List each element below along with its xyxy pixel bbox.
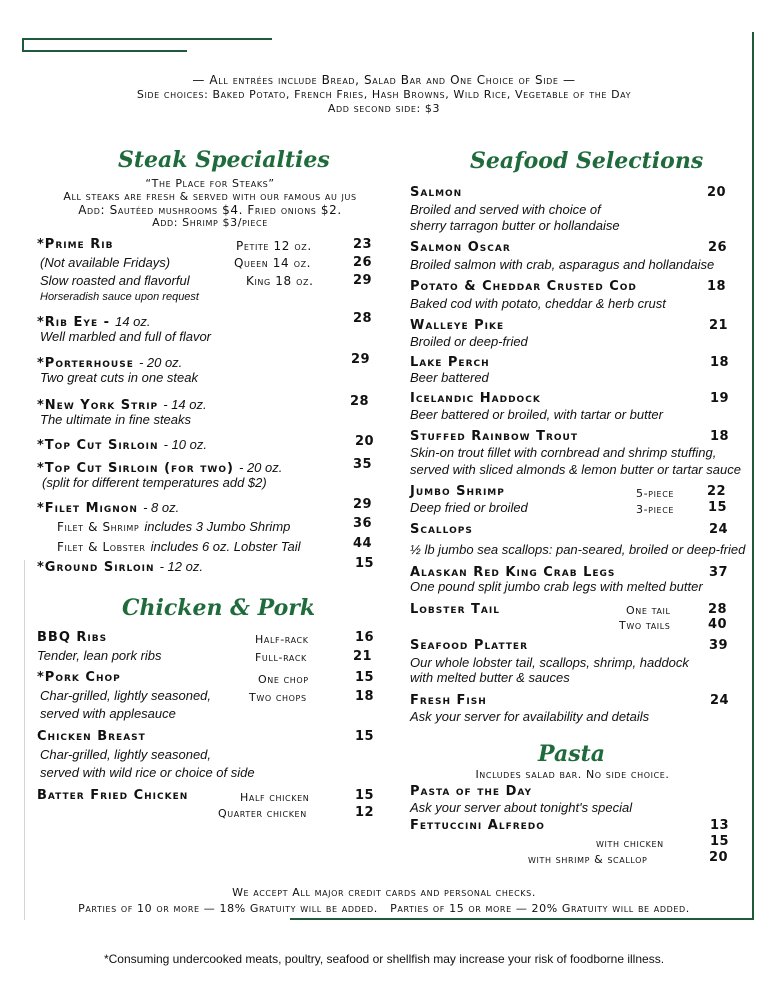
seafood-salmon-desc-2: sherry tarragon butter or hollandaise (410, 218, 620, 233)
top-sirloin-two-name: *Top Cut Sirloin (for two) (37, 461, 234, 476)
fettuccini-shrimp-price: 20 (709, 850, 729, 865)
porterhouse-desc: Two great cuts in one steak (40, 370, 199, 385)
batter-quarter-label: Quarter chicken (218, 807, 307, 820)
pasta-day-name: Pasta of the Day (410, 784, 532, 799)
top-sirloin-line (37, 434, 207, 453)
pork-chop-desc-2: served with applesauce (40, 706, 176, 721)
prime-rib-desc-2: Slow roasted and flavorful (40, 273, 190, 288)
top-sirloin-price: 20 (355, 434, 375, 449)
jumbo-3-label: 3-piece (636, 503, 675, 516)
scallops-name: Scallops (410, 522, 473, 537)
chicken-breast-name: Chicken Breast (37, 729, 146, 744)
batter-quarter-price: 12 (355, 805, 375, 820)
filet-lobster-name: Filet & Lobster (57, 540, 146, 554)
porterhouse-price: 29 (351, 352, 371, 367)
rib-eye-name: *Rib Eye - (37, 315, 111, 330)
fresh-fish-desc: Ask your server for availability and details (410, 709, 650, 724)
fresh-fish-price: 24 (710, 693, 730, 708)
filet-line (37, 497, 179, 516)
seafood-walleye-name: Walleye Pike (410, 318, 505, 333)
seafood-trout-name: Stuffed Rainbow Trout (410, 429, 578, 444)
pasta-section-title: Pasta (538, 741, 606, 767)
bbq-half-label: Half-rack (255, 633, 309, 646)
ny-strip-line (37, 394, 207, 413)
seafood-oscar-price: 26 (708, 240, 728, 255)
lobster-one-label: One tail (626, 604, 671, 617)
seafood-walleye-desc: Broiled or deep-fried (410, 334, 528, 349)
seafood-haddock-price: 19 (710, 391, 730, 406)
seafood-trout-desc-1: Skin-on trout fillet with cornbread and shrimp stuffing, (410, 445, 717, 460)
seafood-salmon-price: 20 (707, 185, 727, 200)
bbq-full-price: 21 (353, 649, 373, 664)
seafood-section-title: Seafood Selections (470, 148, 704, 174)
pasta-day-desc: Ask your server about tonight's special (410, 800, 633, 815)
pork-one-price: 15 (355, 670, 375, 685)
chicken-breast-price: 15 (355, 729, 375, 744)
pork-chop-name: *Pork Chop (37, 670, 121, 685)
seafood-cod-desc: Baked cod with potato, cheddar & herb crust (410, 296, 666, 311)
top-sirloin-two-line (37, 457, 282, 476)
top-sirloin-two-price: 35 (353, 457, 373, 472)
steak-tagline: “The Place for Steaks” (145, 177, 275, 190)
steak-note-2: Add: Sautéed mushrooms $4. Fried onions $2. (78, 203, 342, 217)
seafood-perch-desc: Beer battered (410, 370, 489, 385)
seafood-trout-price: 18 (710, 429, 730, 444)
seafood-perch-name: Lake Perch (410, 355, 490, 370)
seafood-oscar-desc: Broiled salmon with crab, asparagus and hollandaise (410, 257, 715, 272)
seafood-salmon-name: Salmon (410, 185, 463, 200)
prime-rib-price-king: 29 (353, 273, 373, 288)
prime-rib-desc-1: (Not available Fridays) (40, 255, 171, 270)
ny-strip-size: - 14 oz. (163, 397, 207, 412)
jumbo-shrimp-desc: Deep fried or broiled (410, 500, 528, 515)
seafood-platter-desc-1: Our whole lobster tail, scallops, shrimp, haddock (410, 655, 689, 670)
top-sirloin-size: - 10 oz. (163, 437, 207, 452)
seafood-perch-price: 18 (710, 355, 730, 370)
bbq-ribs-name: BBQ Ribs (37, 630, 108, 645)
porterhouse-line (37, 352, 182, 371)
bbq-half-price: 16 (355, 630, 375, 645)
frame-rule-right-vertical (752, 32, 754, 920)
footer-disclaimer: *Consuming undercooked meats, poultry, seafood or shellfish may increase your risk of foodborne illness. (103, 952, 665, 966)
filet-price: 29 (353, 497, 373, 512)
fettuccini-name: Fettuccini Alfredo (410, 818, 545, 833)
frame-rule-left-lower (24, 560, 25, 920)
chicken-section-title: Chicken & Pork (122, 595, 316, 621)
seafood-walleye-price: 21 (709, 318, 729, 333)
frame-rule-top-inner (22, 50, 187, 52)
fettuccini-shrimp-label: with shrimp & scallop (528, 853, 648, 866)
chicken-breast-desc-2: served with wild rice or choice of side (40, 765, 255, 780)
lobster-tail-name: Lobster Tail (410, 602, 500, 617)
steak-section-title: Steak Specialties (118, 147, 330, 173)
prime-rib-price-petite: 23 (353, 237, 373, 252)
filet-lobster-desc: includes 6 oz. Lobster Tail (150, 539, 301, 554)
rib-eye-line (37, 311, 151, 330)
batter-half-label: Half chicken (240, 791, 310, 804)
steak-note-3: Add: Shrimp $3/piece (152, 216, 268, 229)
ground-sirloin-price: 15 (355, 556, 375, 571)
pork-two-price: 18 (355, 689, 375, 704)
jumbo-shrimp-name: Jumbo Shrimp (410, 484, 505, 499)
filet-lobster-price: 44 (353, 536, 373, 551)
ground-sirloin-size: - 12 oz. (159, 559, 203, 574)
top-sirloin-two-size: - 20 oz. (239, 460, 283, 475)
crab-legs-price: 37 (709, 565, 729, 580)
fettuccini-chicken-price: 15 (710, 834, 730, 849)
seafood-oscar-name: Salmon Oscar (410, 240, 511, 255)
top-sirloin-two-desc: (split for different temperatures add $2) (42, 475, 267, 490)
porterhouse-name: *Porterhouse (37, 356, 134, 371)
steak-note-1: All steaks are fresh & served with our famous au jus (63, 190, 357, 203)
seafood-cod-name: Potato & Cheddar Crusted Cod (410, 279, 637, 294)
ground-sirloin-line (37, 556, 203, 575)
prime-rib-size-king: King 18 oz. (246, 274, 314, 288)
frame-rule-bottom-right (290, 918, 754, 920)
header-line-2: Side choices: Baked Potato, French Fries, Hash Browns, Wild Rice, Vegetable of the Day (136, 88, 632, 101)
fettuccini-chicken-label: with chicken (596, 837, 664, 850)
batter-half-price: 15 (355, 788, 375, 803)
seafood-platter-name: Seafood Platter (410, 638, 529, 653)
seafood-haddock-name: Icelandic Haddock (410, 391, 541, 406)
pasta-note: Includes salad bar. No side choice. (475, 768, 670, 781)
rib-eye-size: 14 oz. (115, 314, 151, 329)
prime-rib-desc-3: Horseradish sauce upon request (40, 291, 199, 303)
seafood-salmon-desc-1: Broiled and served with choice of (410, 202, 601, 217)
bbq-ribs-desc: Tender, lean pork ribs (37, 648, 162, 663)
footer-line-1: We accept All major credit cards and personal checks. (232, 886, 536, 899)
porterhouse-size: - 20 oz. (138, 355, 183, 370)
crab-legs-desc: One pound split jumbo crab legs with melted butter (410, 579, 703, 594)
prime-rib-price-queen: 26 (353, 255, 373, 270)
filet-shrimp-line (57, 516, 290, 535)
filet-size: - 8 oz. (143, 500, 180, 515)
seafood-platter-price: 39 (709, 638, 729, 653)
top-sirloin-name: *Top Cut Sirloin (37, 438, 159, 453)
fresh-fish-name: Fresh Fish (410, 693, 487, 708)
ground-sirloin-name: *Ground Sirloin (37, 560, 155, 575)
rib-eye-desc: Well marbled and full of flavor (40, 329, 212, 344)
frame-rule-top-left (22, 38, 272, 40)
rib-eye-price: 28 (353, 311, 373, 326)
filet-name: *Filet Mignon (37, 501, 138, 516)
header-line-3: Add second side: $3 (327, 102, 441, 115)
scallops-desc: ½ lb jumbo sea scallops: pan-seared, broiled or deep-fried (410, 542, 746, 557)
scallops-price: 24 (709, 522, 729, 537)
filet-shrimp-price: 36 (353, 516, 373, 531)
seafood-platter-desc-2: with melted butter & sauces (410, 670, 570, 685)
prime-rib-size-queen: Queen 14 oz. (234, 256, 312, 270)
footer-line-2: Parties of 10 or more — 18% Gratuity will be added. Parties of 15 or more — 20% Gratuity will be added. (78, 902, 690, 915)
crab-legs-name: Alaskan Red King Crab Legs (410, 565, 616, 580)
lobster-two-label: Two tails (619, 619, 671, 632)
pork-two-label: Two chops (249, 691, 307, 704)
prime-rib-name: *Prime Rib (37, 237, 114, 252)
chicken-breast-desc-1: Char-grilled, lightly seasoned, (40, 747, 212, 762)
filet-shrimp-name: Filet & Shrimp (57, 520, 140, 534)
seafood-haddock-desc: Beer battered or broiled, with tartar or butter (410, 407, 663, 422)
filet-lobster-line (57, 536, 301, 555)
lobster-two-price: 40 (708, 617, 728, 632)
seafood-trout-desc-2: served with sliced almonds & lemon butter or tartar sauce (410, 462, 741, 477)
seafood-cod-price: 18 (707, 279, 727, 294)
header-line-1: — All entrées include Bread, Salad Bar and One Choice of Side — (192, 73, 576, 87)
pork-one-label: One chop (258, 673, 309, 686)
ny-strip-name: *New York Strip (37, 398, 159, 413)
pork-chop-desc-1: Char-grilled, lightly seasoned, (40, 688, 212, 703)
jumbo-5-price: 22 (707, 484, 727, 499)
prime-rib-size-petite: Petite 12 oz. (236, 239, 312, 253)
jumbo-5-label: 5-piece (636, 487, 675, 500)
jumbo-3-price: 15 (708, 500, 728, 515)
fettuccini-price: 13 (710, 818, 730, 833)
lobster-one-price: 28 (708, 602, 728, 617)
bbq-full-label: Full-rack (255, 651, 307, 664)
ny-strip-price: 28 (350, 394, 370, 409)
ny-strip-desc: The ultimate in fine steaks (40, 412, 192, 427)
filet-shrimp-desc: includes 3 Jumbo Shrimp (144, 519, 291, 534)
batter-chicken-name: Batter Fried Chicken (37, 788, 189, 803)
